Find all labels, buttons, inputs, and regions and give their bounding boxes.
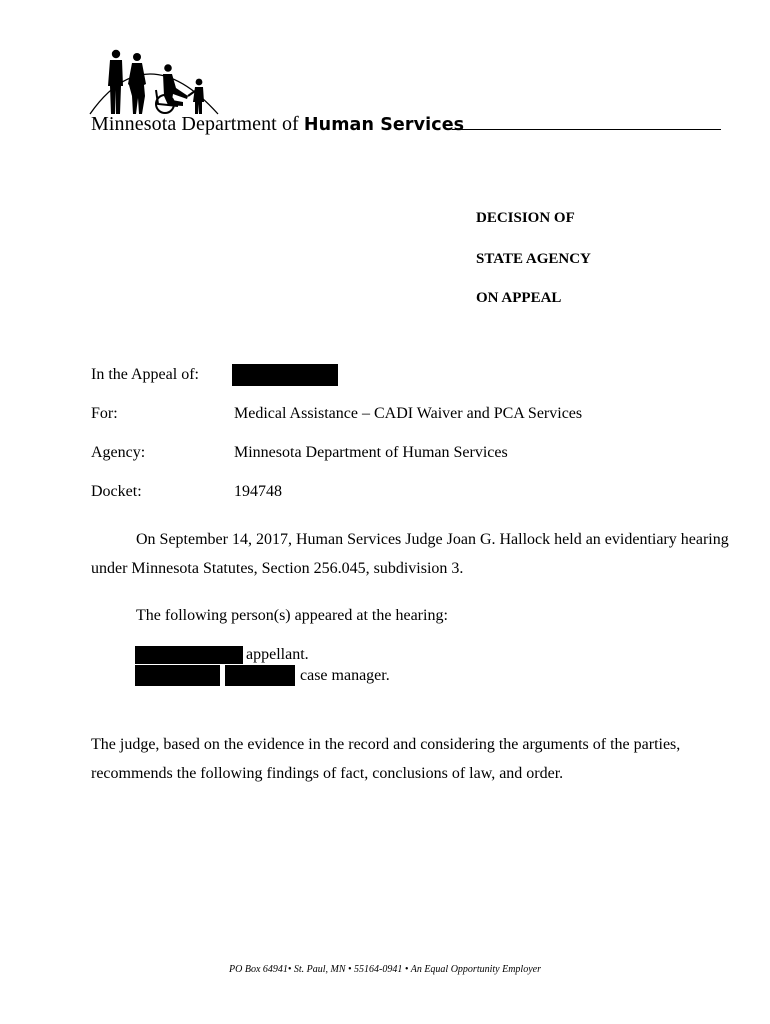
recommendation-paragraph: The judge, based on the evidence in the record and considering the arguments of the parties, recommends the following findings of fact, conclusions of law, and order. xyxy=(91,736,681,782)
redacted-attendee-1 xyxy=(135,646,243,664)
attendee-2-role: case manager. xyxy=(300,667,390,684)
department-logo xyxy=(88,44,223,120)
attendee-1-role: appellant. xyxy=(246,646,309,663)
redacted-appellant-name xyxy=(232,364,338,386)
header-rule xyxy=(452,129,721,130)
docket-label: Docket: xyxy=(91,483,142,500)
redacted-attendee-2-last xyxy=(225,665,295,686)
hearing-paragraph: On September 14, 2017, Human Services Judge Joan G. Hallock held an evidentiary hearing under Minnesota Statutes, Section 256.045, subdivision 3. xyxy=(91,531,729,577)
title-line-2: STATE AGENCY xyxy=(476,251,591,267)
agency-label: Agency: xyxy=(91,444,146,461)
redacted-attendee-2-first xyxy=(135,665,220,686)
for-value: Medical Assistance – CADI Waiver and PCA Services xyxy=(234,405,583,422)
footer-address: PO Box 64941• St. Paul, MN • 55164-0941 • An Equal Opportunity Employer xyxy=(229,964,541,975)
appeared-line: The following person(s) appeared at the hearing: xyxy=(136,607,448,624)
title-line-3: ON APPEAL xyxy=(476,290,562,306)
appeal-label: In the Appeal of: xyxy=(91,366,199,383)
department-name xyxy=(91,113,464,136)
title-line-1: DECISION OF xyxy=(476,210,575,226)
docket-value: 194748 xyxy=(234,483,282,500)
for-label: For: xyxy=(91,405,118,422)
agency-value: Minnesota Department of Human Services xyxy=(234,444,508,461)
department-name-regular: Minnesota Department of xyxy=(91,113,304,135)
department-name-bold: Human Services xyxy=(303,115,465,135)
